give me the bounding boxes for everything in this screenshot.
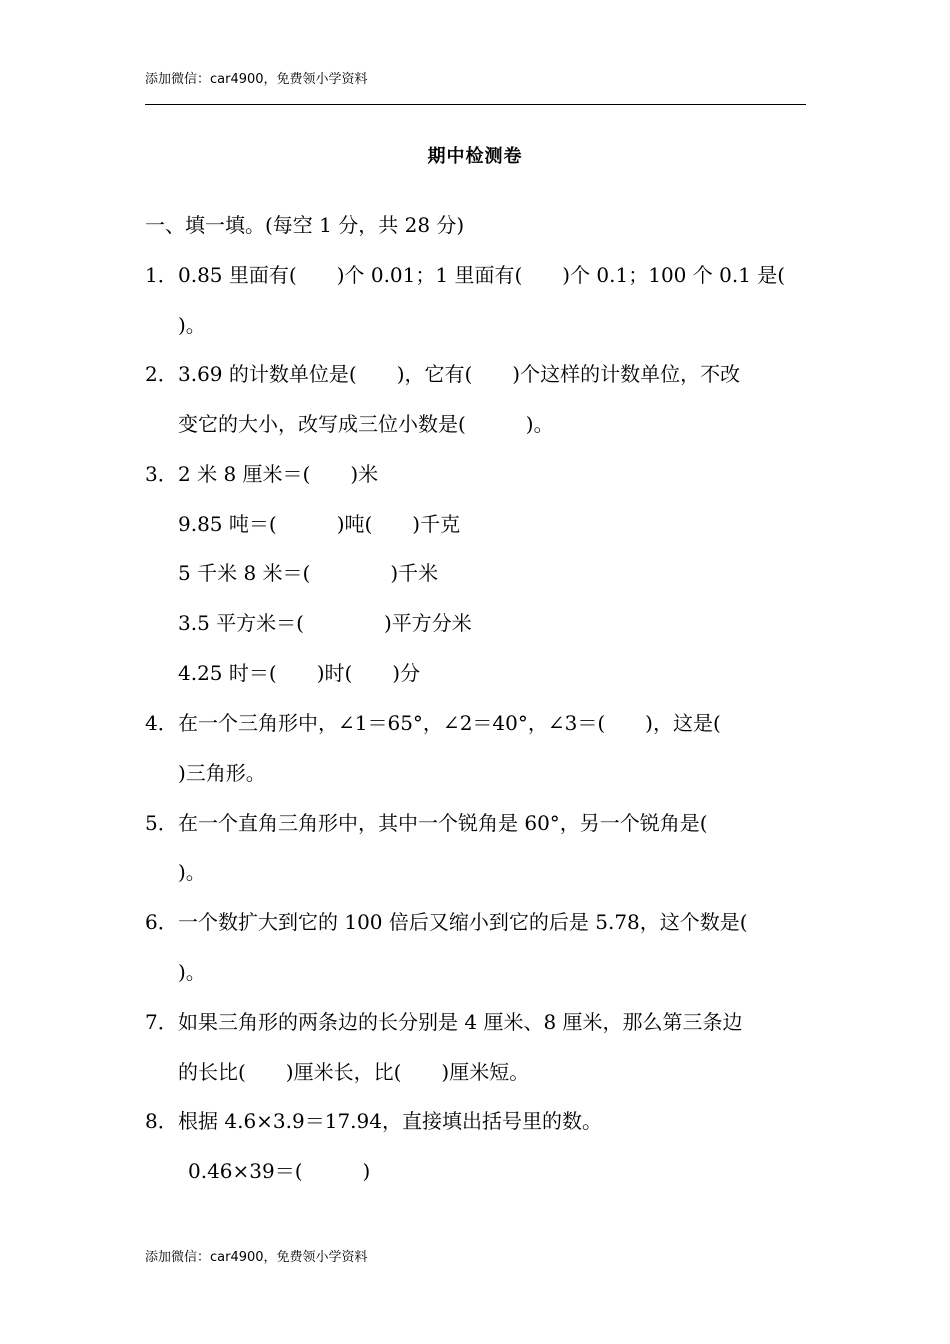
section-heading: 一、填一填。(每空 1 分，共 28 分) [145, 213, 465, 237]
question-number: 8． [145, 1109, 178, 1133]
question-text: 3.69 的计数单位是( )，它有( )个这样的计数单位，不改 [178, 362, 741, 386]
question-number: 6． [145, 910, 178, 934]
question-text: 如果三角形的两条边的长分别是 4 厘米、8 厘米，那么第三条边 [178, 1010, 743, 1034]
question-number: 1． [145, 263, 178, 287]
header-watermark: 添加微信：car4900，免费领小学资料 [145, 72, 368, 87]
header-rule [145, 104, 806, 105]
question-6 [145, 909, 748, 935]
question-number: 4． [145, 711, 178, 735]
question-1-continuation: )。 [178, 313, 206, 337]
question-number: 7． [145, 1010, 178, 1034]
question-1 [145, 262, 785, 288]
question-3 [145, 461, 378, 487]
question-2 [145, 361, 740, 387]
footer-watermark: 添加微信：car4900，免费领小学资料 [145, 1250, 368, 1265]
question-3-line-2: 9.85 吨＝( )吨( )千克 [178, 512, 461, 536]
question-6-continuation: )。 [178, 960, 206, 984]
question-8-item: 0.46×39＝( ) [188, 1159, 371, 1183]
question-8 [145, 1108, 602, 1134]
question-3-line-3: 5 千米 8 米＝( )千米 [178, 561, 439, 585]
question-text: 在一个直角三角形中，其中一个锐角是 60°，另一个锐角是( [178, 811, 708, 835]
question-3-line-5: 4.25 时＝( )时( )分 [178, 661, 421, 685]
question-5 [145, 810, 708, 836]
question-number: 2． [145, 362, 178, 386]
question-4 [145, 710, 721, 736]
question-text: 一个数扩大到它的 100 倍后又缩小到它的后是 5.78，这个数是( [178, 910, 748, 934]
question-2-continuation: 变它的大小，改写成三位小数是( )。 [178, 412, 554, 436]
page-title: 期中检测卷 [427, 146, 523, 167]
question-7 [145, 1009, 743, 1035]
question-3-line-4: 3.5 平方米＝( )平方分米 [178, 611, 472, 635]
question-5-continuation: )。 [178, 860, 206, 884]
question-text: 2 米 8 厘米＝( )米 [178, 462, 379, 486]
question-4-continuation: )三角形。 [178, 761, 266, 785]
question-7-continuation: 的长比( )厘米长，比( )厘米短。 [178, 1060, 530, 1084]
question-text: 在一个三角形中，∠1＝65°，∠2＝40°，∠3＝( )，这是( [178, 711, 721, 735]
question-text: 0.85 里面有( )个 0.01；1 里面有( )个 0.1；100 个 0.1 是( [178, 263, 786, 287]
question-text: 根据 4.6×3.9＝17.94，直接填出括号里的数。 [178, 1109, 602, 1133]
question-number: 3． [145, 462, 178, 486]
question-number: 5． [145, 811, 178, 835]
